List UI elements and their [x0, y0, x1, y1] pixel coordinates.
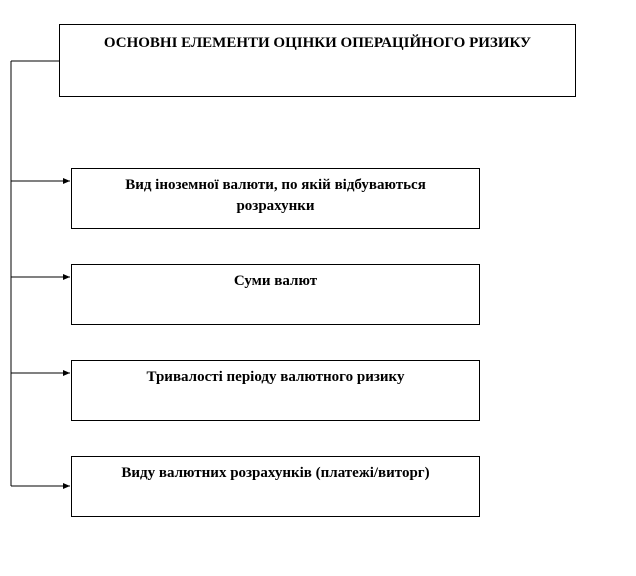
child-node-label: Суми валют — [233, 273, 318, 289]
child-node-currency-amounts — [71, 264, 480, 325]
child-node-label: Вид іноземної валюти, по якій відбуваються розрахунки — [125, 177, 426, 214]
root-node — [59, 24, 576, 97]
child-node-label: Тривалості періоду валютного ризику — [146, 369, 405, 385]
child-node-currency-type — [71, 168, 480, 229]
child-node-risk-period — [71, 360, 480, 421]
root-node-label: ОСНОВНІ ЕЛЕМЕНТИ ОЦІНКИ ОПЕРАЦІЙНОГО РИЗИКУ — [103, 35, 532, 51]
child-node-label: Виду валютних розрахунків (платежі/виторг) — [121, 465, 430, 481]
child-node-settlement-type — [71, 456, 480, 517]
